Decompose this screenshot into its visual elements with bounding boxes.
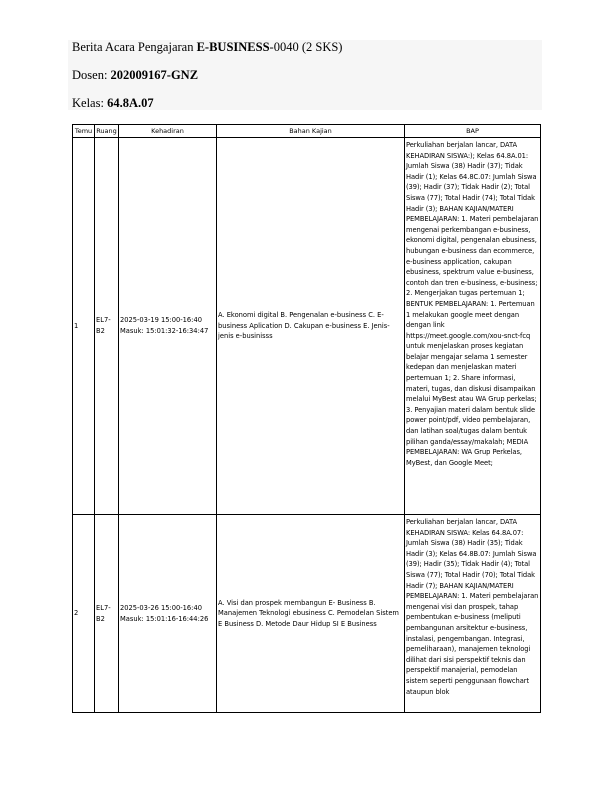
cell-bap: Perkuliahan berjalan lancar, DATA KEHADIRAN SISWA:); Kelas 64.8A.01: Jumlah Siswa (38) Hadir (37); Tidak Hadir (1); Kelas 64.8C.07: Jumlah Siswa (39); Hadir (37); Tidak Hadir (2); Total Siswa (77); Total Hadir (74); Total Tidak Hadir (3); BAHAN KAJIAN/MATERI PEMBELAJARAN: 1. Materi pembelajaran mengenai perkembangan e-business, ekonomi digital, pengenalan ebusiness, hubungan e-business dan ecommerce, e-business application, cakupan ebusiness, spektrum value e-business, contoh dan tren e-business, e-business; 2. Mengerjakan tugas pertemuan 1; BENTUK PEMBELAJARAN: 1. Pertemuan 1 melakukan google meet dengan dengan link https://meet.google.com/xou-snct-fcq untuk menjelaskan proses kegiatan belajar mengajar selama 1 semester kedepan dan menjelaskan materi pertemuan 1; 2. Share informasi, materi, tugas, dan diskusi disampaikan melalui MyBest atau WA Grup perkelas; 3. Penyajian materi dalam bentuk slide power point/pdf, video pembelajaran, dan latihan soal/tugas dalam bentuk pilihan ganda/essay/makalah; MEDIA PEMBELAJARAN: WA Grup Perkelas, MyBest, dan Google Meet; [405, 138, 541, 515]
cell-ruang: EL7-B2 [95, 515, 119, 713]
dosen-value: 202009167-GNZ [110, 68, 199, 82]
cell-bahan-kajian: A. Ekonomi digital B. Pengenalan e-business C. E-business Aplication D. Cakupan e-business E. Jenis-jenis e-businisss [217, 138, 405, 515]
kelas-label: Kelas: [72, 96, 108, 110]
page-title [72, 40, 342, 55]
cell-bap: Perkuliahan berjalan lancar, DATA KEHADIRAN SISWA: Kelas 64.8A.07: Jumlah Siswa (38) Hadir (35); Tidak Hadir (3); Kelas 64.8B.07: Jumlah Siswa (39); Hadir (35); Tidak Hadir (4); Total Siswa (77); Total Hadir (70); Total Tidak Hadir (7); BAHAN KAJIAN/MATERI PEMBELAJARAN: 1. Materi pembelajaran mengenai visi dan prospek, tahap pembentukan e-business (meliputi pembangunan arsitektur e-business, instalasi, pengembangan. Integrasi, pemeliharaan), manajemen teknologi dilihat dari sisi perspektif teknis dan perspektif manajerial, pemodelan sistem seperti penggunaan flowchart ataupun blok [405, 515, 541, 713]
table-row [73, 515, 541, 713]
col-header-kehadiran: Kehadiran [119, 125, 217, 138]
title-suffix: -0040 (2 SKS) [269, 40, 343, 54]
cell-kehadiran: 2025-03-19 15:00-16:40 Masuk: 15:01:32-16:34:47 [119, 138, 217, 515]
col-header-ruang: Ruang [95, 125, 119, 138]
cell-temu: 2 [73, 515, 95, 713]
title-prefix: Berita Acara Pengajaran [72, 40, 197, 54]
cell-bahan-kajian: A. Visi dan prospek membangun E- Business B. Manajemen Teknologi ebusiness C. Pemodelan Sistem E Business D. Metode Daur Hidup SI E Business [217, 515, 405, 713]
col-header-temu: Temu [73, 125, 95, 138]
cell-temu: 1 [73, 138, 95, 515]
kelas-line [72, 96, 154, 111]
kelas-value: 64.8A.07 [107, 96, 154, 110]
col-header-bahan-kajian: Bahan Kajian [217, 125, 405, 138]
table-row [73, 138, 541, 515]
dosen-label: Dosen: [72, 68, 111, 82]
col-header-bap: BAP [405, 125, 541, 138]
cell-ruang: EL7-B2 [95, 138, 119, 515]
attendance-table [72, 124, 541, 713]
table-header-row [73, 125, 541, 138]
dosen-line [72, 68, 198, 83]
course-name: E-BUSINESS [196, 40, 270, 54]
cell-kehadiran: 2025-03-26 15:00-16:40 Masuk: 15:01:16-16:44:26 [119, 515, 217, 713]
